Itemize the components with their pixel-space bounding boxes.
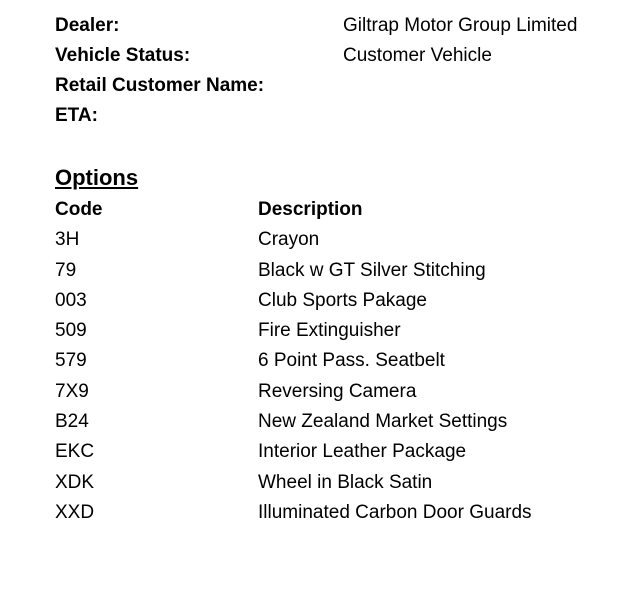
description-column-header: Description	[258, 199, 363, 220]
option-description: Black w GT Silver Stitching	[258, 259, 486, 281]
table-row	[0, 346, 632, 376]
code-column-header: Code	[55, 199, 103, 220]
option-code: 7X9	[55, 380, 89, 402]
vehicle-status-value: Customer Vehicle	[343, 45, 492, 66]
options-heading: Options	[55, 165, 139, 190]
table-row	[0, 468, 632, 498]
table-row	[0, 225, 632, 255]
option-description: Interior Leather Package	[258, 441, 467, 463]
table-row	[0, 407, 632, 437]
option-code: 579	[55, 350, 87, 372]
option-description: Fire Extinguisher	[258, 320, 401, 342]
option-code: 003	[55, 289, 87, 311]
options-table	[0, 195, 632, 528]
dealer-value: Giltrap Motor Group Limited	[343, 15, 578, 36]
table-row	[0, 316, 632, 346]
options-table-header	[0, 195, 632, 225]
option-description: 6 Point Pass. Seatbelt	[258, 350, 445, 372]
table-row	[0, 256, 632, 286]
table-row	[0, 437, 632, 467]
dealer-row	[0, 12, 632, 40]
table-row	[0, 286, 632, 316]
vehicle-status-row	[0, 42, 632, 70]
option-code: 509	[55, 320, 87, 342]
option-code: EKC	[55, 441, 95, 463]
option-code: XDK	[55, 471, 95, 493]
retail-customer-name-row	[0, 72, 632, 100]
option-code: 3H	[55, 229, 80, 251]
eta-label: ETA:	[55, 105, 98, 126]
option-description: Illuminated Carbon Door Guards	[258, 501, 532, 523]
vehicle-status-label: Vehicle Status:	[55, 45, 191, 66]
option-description: Club Sports Pakage	[258, 289, 427, 311]
option-description: Reversing Camera	[258, 380, 417, 402]
table-row	[0, 498, 632, 528]
option-description: Crayon	[258, 229, 320, 251]
table-row	[0, 377, 632, 407]
option-code: B24	[55, 411, 89, 433]
option-code: XXD	[55, 501, 95, 523]
retail-customer-name-label: Retail Customer Name:	[55, 75, 265, 96]
dealer-label: Dealer:	[55, 15, 120, 36]
option-description: New Zealand Market Settings	[258, 411, 508, 433]
eta-row	[0, 102, 632, 130]
option-code: 79	[55, 259, 77, 281]
option-description: Wheel in Black Satin	[258, 471, 433, 493]
